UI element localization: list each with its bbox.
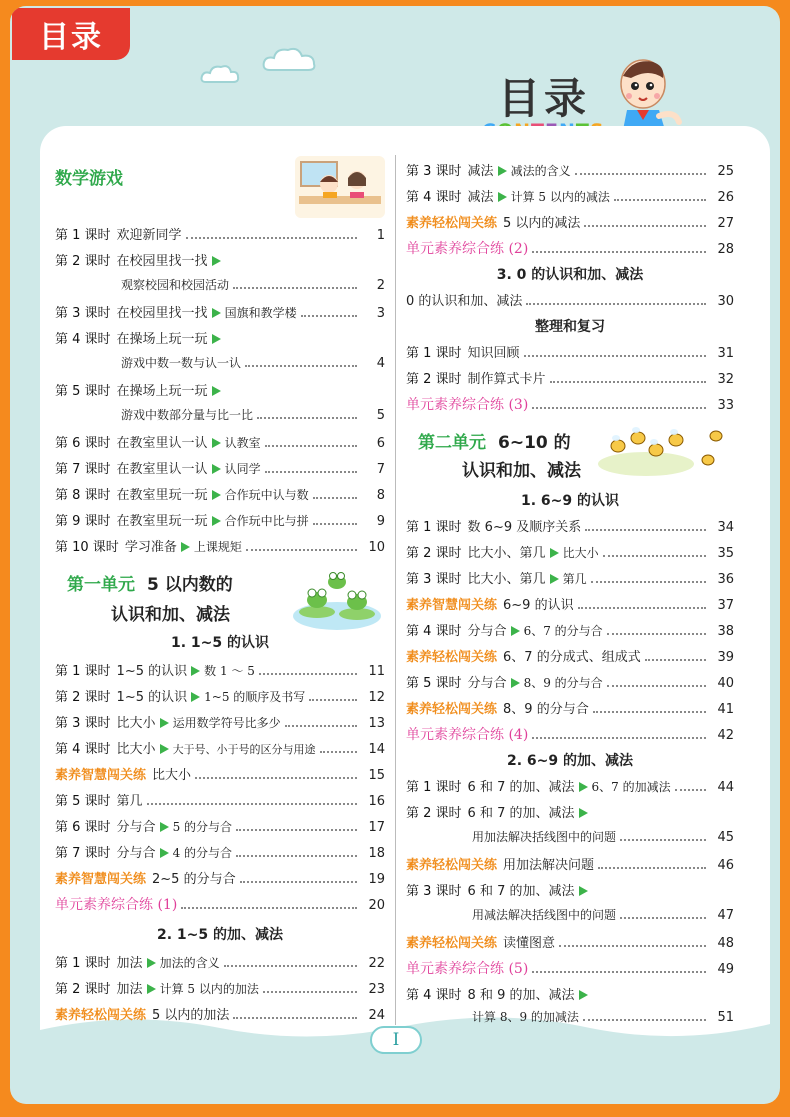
lesson-subtitle: 8、9 的分与合 [523, 676, 603, 690]
lesson-number: 第 4 课时 [55, 742, 111, 757]
toc-entry[interactable] [55, 458, 385, 477]
arrow-icon [212, 490, 221, 500]
toc-entry[interactable] [406, 342, 734, 361]
page-ref: 23 [368, 982, 385, 997]
arrow-icon [511, 678, 520, 688]
lesson-subtitle: 计算 5 以内的减法 [510, 190, 610, 204]
page-ref: 44 [717, 780, 734, 795]
lesson-title: 在教室里玩一玩 [116, 514, 208, 529]
toc-entry[interactable] [406, 620, 734, 639]
lesson-number: 第 1 课时 [55, 956, 111, 971]
lesson-title: 在教室里认一认 [116, 462, 208, 477]
arrow-icon [212, 308, 221, 318]
unit-title-line1: 6~10 的 [498, 433, 571, 453]
toc-entry[interactable] [406, 516, 734, 535]
toc-entry[interactable] [55, 276, 385, 293]
toc-tab: 目录 [12, 8, 130, 60]
toc-entry[interactable] [406, 932, 734, 951]
toc-entry[interactable] [55, 302, 385, 321]
page-ref: 41 [717, 702, 734, 717]
arrow-icon [511, 626, 520, 636]
unit-heading [418, 428, 571, 453]
lesson-subtitle: 大于号、小于号的区分与用途 [172, 743, 316, 756]
page-ref: 20 [368, 898, 385, 913]
page-number: I [370, 1026, 422, 1054]
lesson-subtitle: 1~5 的顺序及书写 [204, 690, 306, 704]
unit-review-label: 单元素养综合练 (3) [406, 397, 529, 413]
unit-number: 第二单元 [418, 433, 486, 453]
toc-entry[interactable] [55, 432, 385, 451]
lesson-number: 第 1 课时 [55, 228, 111, 243]
toc-entry[interactable] [406, 906, 734, 923]
lesson-number: 第 2 课时 [55, 690, 111, 705]
lesson-number: 第 2 课时 [406, 372, 462, 387]
toc-entry[interactable] [406, 854, 734, 873]
toc-entry[interactable] [55, 1004, 385, 1023]
unit-heading-line2: 认识和加、减法 [111, 605, 230, 625]
lesson-number: 第 10 课时 [55, 540, 119, 555]
toc-entry[interactable] [55, 894, 385, 914]
lesson-number: 第 5 课时 [406, 676, 462, 691]
lesson-title: 比大小、第几 [467, 572, 546, 587]
lesson-title: 分与合 [116, 846, 156, 861]
lesson-title: 5 以内的减法 [503, 216, 581, 231]
classroom-illustration [295, 156, 385, 218]
lesson-subtitle: 游戏中数部分量与比一比 [121, 408, 254, 422]
page-ref: 8 [376, 488, 385, 503]
lesson-number: 第 1 课时 [406, 346, 462, 361]
lesson-title: 读懂图意 [503, 936, 556, 951]
page-ref: 9 [376, 514, 385, 529]
toc-entry[interactable] [55, 764, 385, 783]
subsection-heading: 整理和复习 [535, 319, 605, 335]
lesson-subtitle: 用减法解决括线图中的问题 [472, 908, 617, 922]
page-ref: 10 [368, 540, 385, 555]
toc-entry[interactable] [55, 816, 385, 835]
toc-entry[interactable] [55, 510, 385, 529]
page-ref: 46 [717, 858, 734, 873]
toc-entry[interactable] [55, 790, 385, 809]
lesson-number: 第 5 课时 [55, 794, 111, 809]
lesson-title: 5 以内的加法 [152, 1008, 230, 1023]
lesson-number: 第 3 课时 [406, 572, 462, 587]
lesson-title: 在操场上玩一玩 [116, 332, 208, 347]
toc-entry[interactable] [406, 238, 734, 258]
subsection-heading: 1. 1~5 的认识 [170, 635, 270, 651]
frogs-illustration [291, 566, 383, 632]
toc-entry[interactable] [55, 842, 385, 861]
lesson-subtitle: 6、7 的分与合 [523, 624, 603, 638]
lesson-number: 第 2 课时 [406, 546, 462, 561]
page-ref: 22 [368, 956, 385, 971]
page-ref: 19 [368, 872, 385, 887]
practice-label: 素养轻松闯关练 [406, 650, 498, 665]
toc-entry[interactable] [406, 368, 734, 387]
toc-entry[interactable] [406, 290, 734, 309]
lesson-title: 分与合 [116, 820, 156, 835]
practice-label: 素养轻松闯关练 [406, 936, 498, 951]
lesson-title: 加法 [116, 956, 143, 971]
page-ref: 11 [368, 664, 385, 679]
arrow-icon [212, 516, 221, 526]
lesson-subtitle: 观察校园和校园活动 [121, 278, 230, 292]
unit-number: 第一单元 [67, 575, 135, 595]
arrow-icon [160, 744, 169, 754]
lesson-title: 6 和 7 的加、减法 [467, 806, 575, 821]
page-ref: 33 [717, 398, 734, 413]
arrow-icon [550, 574, 559, 584]
page-ref: 15 [368, 768, 385, 783]
page-ref: 26 [717, 190, 734, 205]
arrow-icon [550, 548, 559, 558]
page-ref: 6 [376, 436, 385, 451]
page-ref: 7 [376, 462, 385, 477]
lesson-title: 在操场上玩一玩 [116, 384, 208, 399]
page-ref: 37 [717, 598, 734, 613]
lesson-title: 分与合 [467, 624, 507, 639]
lesson-number: 第 6 课时 [55, 820, 111, 835]
lesson-number: 第 8 课时 [55, 488, 111, 503]
toc-entry[interactable] [406, 802, 734, 821]
page-ref: 28 [717, 242, 734, 257]
unit-review-label: 单元素养综合练 (5) [406, 961, 529, 977]
lesson-title: 6、7 的分成式、组成式 [503, 650, 641, 665]
lesson-title: 在教室里认一认 [116, 436, 208, 451]
lesson-number: 第 1 课时 [406, 520, 462, 535]
lesson-subtitle: 加法的含义 [159, 956, 220, 970]
lesson-title: 学习准备 [124, 540, 177, 555]
practice-label: 素养轻松闯关练 [406, 702, 498, 717]
page-ref: 40 [717, 676, 734, 691]
lesson-subtitle: 游戏中数一数与认一认 [121, 356, 242, 370]
unit-review-label: 单元素养综合练 (4) [406, 727, 529, 743]
lesson-subtitle: 用加法解决括线图中的问题 [472, 830, 617, 844]
lesson-subtitle: 4 的分与合 [172, 846, 233, 860]
lesson-number: 第 7 课时 [55, 846, 111, 861]
arrow-icon [212, 334, 221, 344]
toc-entry[interactable] [406, 394, 734, 414]
arrow-icon [212, 438, 221, 448]
lesson-title: 1~5 的认识 [116, 690, 188, 705]
lesson-title: 用加法解决问题 [503, 858, 595, 873]
practice-label: 素养智慧闯关练 [55, 872, 147, 887]
lesson-title: 制作算式卡片 [467, 372, 546, 387]
lesson-title: 6~9 的认识 [503, 598, 574, 613]
page-ref: 48 [717, 936, 734, 951]
page-ref: 31 [717, 346, 734, 361]
toc-entry[interactable] [55, 328, 385, 347]
lesson-subtitle: 6、7 的加减法 [591, 780, 671, 794]
subsection-heading: 3. 0 的认识和加、减法 [496, 267, 644, 283]
bees-illustration [594, 426, 730, 478]
toc-entry[interactable] [406, 698, 734, 717]
arrow-icon [579, 990, 588, 1000]
page-ref: 17 [368, 820, 385, 835]
toc-entry[interactable] [406, 776, 734, 795]
lesson-number: 第 5 课时 [55, 384, 111, 399]
lesson-subtitle: 运用数学符号比多少 [172, 716, 281, 730]
lesson-number: 第 4 课时 [406, 988, 462, 1003]
page-ref: 30 [717, 294, 734, 309]
page-ref: 3 [376, 306, 385, 321]
lesson-title: 6 和 7 的加、减法 [467, 780, 575, 795]
toc-entry[interactable] [406, 724, 734, 744]
page-ref: 47 [717, 908, 734, 923]
lesson-title: 知识回顾 [467, 346, 520, 361]
arrow-icon [579, 886, 588, 896]
page-ref: 35 [717, 546, 734, 561]
toc-entry[interactable] [406, 594, 734, 613]
toc-entry[interactable] [55, 868, 385, 887]
arrow-icon [579, 808, 588, 818]
lesson-number: 第 1 课时 [55, 664, 111, 679]
lesson-subtitle: 国旗和教学楼 [224, 306, 297, 320]
lesson-title: 6 和 7 的加、减法 [467, 884, 575, 899]
practice-label: 素养智慧闯关练 [406, 598, 498, 613]
lesson-subtitle: 第几 [562, 572, 587, 586]
lesson-title: 在教室里玩一玩 [116, 488, 208, 503]
page-ref: 25 [717, 164, 734, 179]
unit-review-label: 单元素养综合练 (1) [55, 897, 178, 913]
lesson-number: 第 4 课时 [406, 624, 462, 639]
page-ref: 38 [717, 624, 734, 639]
lesson-subtitle: 计算 5 以内的加法 [159, 982, 259, 996]
toc-entry[interactable] [406, 958, 734, 978]
arrow-icon [212, 464, 221, 474]
lesson-title: 在校园里找一找 [116, 254, 208, 269]
unit-heading [67, 570, 233, 595]
toc-entry[interactable] [406, 160, 734, 179]
lesson-number: 第 3 课时 [55, 306, 111, 321]
lesson-number: 第 2 课时 [406, 806, 462, 821]
toc-entry[interactable] [55, 354, 385, 371]
toc-entry[interactable] [55, 660, 385, 679]
page-ref: 45 [717, 830, 734, 845]
arrow-icon [160, 848, 169, 858]
arrow-icon [212, 386, 221, 396]
page-ref: 27 [717, 216, 734, 231]
lesson-title: 欢迎新同学 [116, 228, 182, 243]
arrow-icon [160, 718, 169, 728]
column-divider [395, 155, 396, 1025]
toc-entry[interactable] [406, 646, 734, 665]
page-ref: 14 [368, 742, 385, 757]
lesson-title: 减法 [467, 164, 494, 179]
practice-label: 素养轻松闯关练 [406, 216, 498, 231]
toc-entry[interactable] [406, 984, 734, 1003]
lesson-number: 第 3 课时 [55, 716, 111, 731]
toc-entry[interactable] [406, 880, 734, 899]
practice-label: 素养轻松闯关练 [406, 858, 498, 873]
page-ref: 5 [376, 408, 385, 423]
lesson-number: 第 6 课时 [55, 436, 111, 451]
lesson-subtitle: 比大小 [562, 546, 599, 560]
page-ref: 13 [368, 716, 385, 731]
lesson-subtitle: 数 1 ～ 5 [204, 664, 255, 678]
lesson-number: 第 7 课时 [55, 462, 111, 477]
toc-entry[interactable] [406, 542, 734, 561]
lesson-title: 在校园里找一找 [116, 306, 208, 321]
page-ref: 16 [368, 794, 385, 809]
lesson-title: 比大小、第几 [467, 546, 546, 561]
arrow-icon [181, 542, 190, 552]
lesson-title: 分与合 [467, 676, 507, 691]
lesson-subtitle: 认教室 [224, 436, 261, 450]
toc-entry[interactable] [55, 224, 385, 243]
lesson-title: 1~5 的认识 [116, 664, 188, 679]
lesson-subtitle: 计算 8、9 的加减法 [472, 1010, 579, 1024]
toc-entry[interactable] [55, 952, 385, 971]
arrow-icon [147, 958, 156, 968]
page-ref: 18 [368, 846, 385, 861]
page-ref: 49 [717, 962, 734, 977]
lesson-title: 0 的认识和加、减法 [406, 294, 523, 309]
toc-entry[interactable] [55, 380, 385, 399]
page-ref: 42 [717, 728, 734, 743]
page-title: 目录 [498, 74, 591, 123]
toc-entry[interactable] [406, 672, 734, 691]
toc-entry[interactable] [55, 686, 385, 705]
unit-review-label: 单元素养综合练 (2) [406, 241, 529, 257]
lesson-subtitle: 减法的含义 [510, 164, 571, 178]
arrow-icon [191, 666, 200, 676]
arrow-icon [498, 166, 507, 176]
page-ref: 12 [368, 690, 385, 705]
lesson-title: 比大小 [116, 716, 156, 731]
lesson-title: 8、9 的分与合 [503, 702, 589, 717]
lesson-subtitle: 5 的分与合 [172, 820, 233, 834]
lesson-title: 第几 [116, 794, 143, 809]
page-ref: 51 [717, 1010, 734, 1025]
toc-entry[interactable] [55, 250, 385, 269]
page-ref: 34 [717, 520, 734, 535]
subsection-heading: 2. 6~9 的加、减法 [506, 753, 634, 769]
arrow-icon [212, 256, 221, 266]
toc-entry[interactable] [406, 1008, 734, 1025]
section-heading: 数学游戏 [55, 169, 123, 189]
lesson-number: 第 3 课时 [406, 164, 462, 179]
practice-label: 素养智慧闯关练 [55, 768, 147, 783]
lesson-title: 8 和 9 的加、减法 [467, 988, 575, 1003]
toc-entry[interactable] [55, 978, 385, 997]
lesson-number: 第 1 课时 [406, 780, 462, 795]
lesson-title: 加法 [116, 982, 143, 997]
lesson-title: 数 6~9 及顺序关系 [467, 520, 582, 535]
lesson-number: 第 9 课时 [55, 514, 111, 529]
cloud-icon [262, 44, 318, 74]
page-ref: 1 [376, 228, 385, 243]
toc-entry[interactable] [55, 406, 385, 423]
arrow-icon [191, 692, 200, 702]
lesson-title: 减法 [467, 190, 494, 205]
page-ref: 39 [717, 650, 734, 665]
lesson-subtitle: 合作玩中比与拼 [224, 514, 309, 528]
page-ref: 36 [717, 572, 734, 587]
toc-entry[interactable] [406, 828, 734, 845]
lesson-number: 第 2 课时 [55, 254, 111, 269]
toc-entry[interactable] [55, 738, 385, 757]
toc-entry[interactable] [406, 568, 734, 587]
lesson-subtitle: 合作玩中认与数 [224, 488, 309, 502]
subsection-heading: 2. 1~5 的加、减法 [156, 927, 284, 943]
page-ref: 24 [368, 1008, 385, 1023]
arrow-icon [579, 782, 588, 792]
unit-heading-line2: 认识和加、减法 [462, 461, 581, 481]
toc-entry[interactable] [406, 186, 734, 205]
lesson-number: 第 3 课时 [406, 884, 462, 899]
unit-title-line1: 5 以内数的 [147, 575, 233, 595]
page-ref: 32 [717, 372, 734, 387]
toc-entry[interactable] [55, 484, 385, 503]
toc-entry[interactable] [406, 212, 734, 231]
toc-entry[interactable] [55, 712, 385, 731]
lesson-number: 第 2 课时 [55, 982, 111, 997]
arrow-icon [160, 822, 169, 832]
lesson-title: 比大小 [152, 768, 192, 783]
subsection-heading: 1. 6~9 的认识 [520, 493, 620, 509]
lesson-number: 第 4 课时 [406, 190, 462, 205]
practice-label: 素养轻松闯关练 [55, 1008, 147, 1023]
cloud-icon [200, 62, 240, 86]
lesson-title: 2~5 的分与合 [152, 872, 236, 887]
arrow-icon [498, 192, 507, 202]
lesson-subtitle: 认同学 [224, 462, 261, 476]
lesson-subtitle: 上课规矩 [193, 540, 242, 554]
toc-entry[interactable] [55, 536, 385, 555]
arrow-icon [147, 984, 156, 994]
lesson-number: 第 4 课时 [55, 332, 111, 347]
page-ref: 2 [376, 278, 385, 293]
lesson-title: 比大小 [116, 742, 156, 757]
page-ref: 4 [376, 356, 385, 371]
